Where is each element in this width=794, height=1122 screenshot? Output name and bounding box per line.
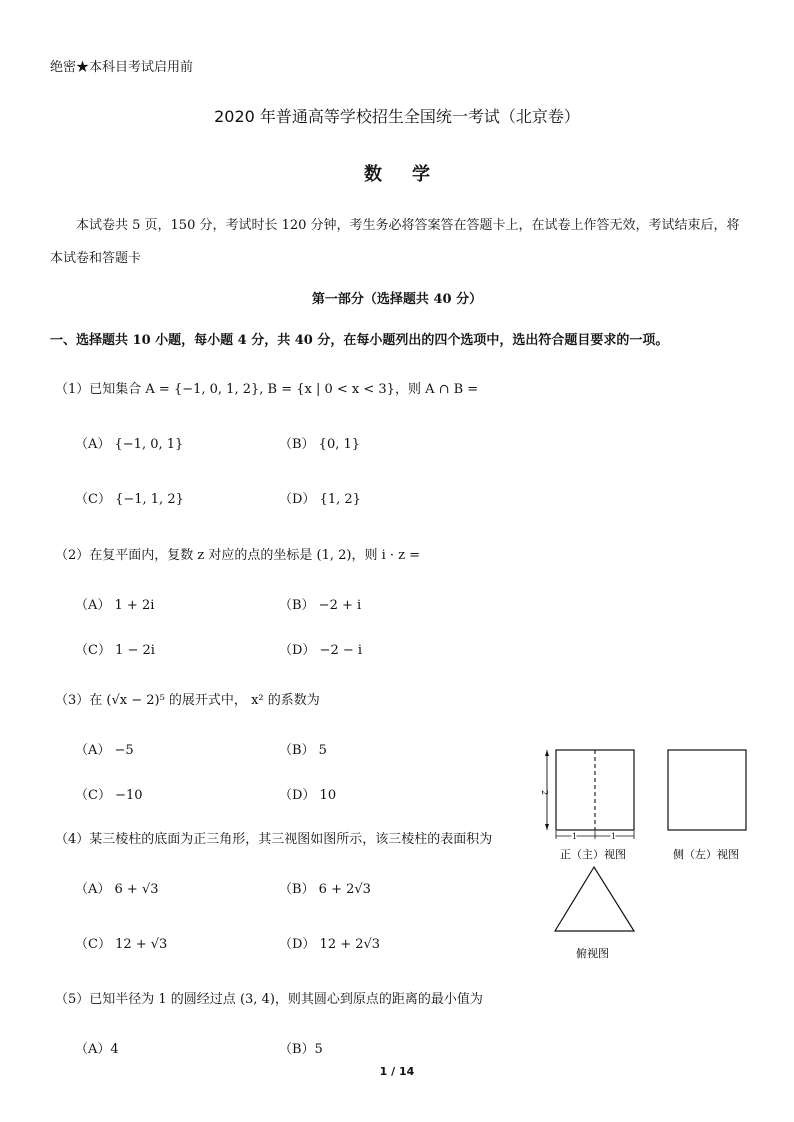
side-view-caption: 侧（左）视图 [673, 848, 739, 861]
top-view-caption: 俯视图 [576, 947, 609, 960]
question-3-option-d: （D） 10 [279, 788, 337, 803]
question-5-option-b: （B）5 [279, 1042, 323, 1057]
part-heading: 第一部分（选择题共 40 分） [311, 292, 483, 307]
width-label-left: 1 [572, 832, 578, 841]
top-view [555, 867, 634, 931]
exam-instructions: 本试卷共 5 页，150 分，考试时长 120 分钟，考生务必将答案答在答题卡上，在试卷上作答无效，考试结束后，将本试卷和答题卡 [50, 218, 740, 266]
question-4-option-c: （C） 12 + √3 [75, 937, 168, 952]
height-label: 2 [540, 790, 549, 796]
question-2-option-c: （C） 1 − 2i [75, 643, 155, 658]
question-3-option-a: （A） −5 [75, 743, 134, 758]
page-number: 1 / 14 [379, 1065, 415, 1078]
question-3-option-b: （B） 5 [279, 743, 327, 758]
question-2-option-a: （A） 1 + 2i [75, 598, 155, 613]
front-view-caption: 正（主）视图 [560, 848, 626, 861]
question-4-option-b: （B） 6 + 2√3 [279, 882, 371, 897]
three-view-figure [538, 745, 778, 960]
question-1-option-d: （D） {1, 2} [279, 492, 361, 507]
question-1-stem: （1）已知集合 A = {−1, 0, 1, 2}, B = {x | 0 < x < 3}，则 A ∩ B = [55, 382, 479, 397]
question-3-stem: （3）在 (√x − 2)⁵ 的展开式中， x² 的系数为 [55, 693, 320, 708]
width-label-right: 1 [611, 832, 617, 841]
question-5-stem: （5）已知半径为 1 的圆经过点 (3, 4)，则其圆心到原点的距离的最小值为 [55, 992, 483, 1007]
question-4-option-a: （A） 6 + √3 [75, 882, 159, 897]
exam-title: 2020 年普通高等学校招生全国统一考试（北京卷） [214, 107, 580, 126]
question-4-stem: （4）某三棱柱的底面为正三角形，其三视图如图所示，该三棱柱的表面积为 [55, 832, 493, 847]
section-heading: 一、选择题共 10 小题，每小题 4 分，共 40 分，在每小题列出的四个选项中，选出符合题目要求的一项。 [50, 333, 669, 348]
question-5-option-a: （A）4 [75, 1042, 119, 1057]
question-2-option-b: （B） −2 + i [279, 598, 362, 613]
question-2-option-d: （D） −2 − i [279, 643, 363, 658]
side-view [668, 750, 746, 830]
front-view [540, 750, 634, 841]
subject-title: 数学 [364, 164, 460, 185]
question-1-option-b: （B） {0, 1} [279, 437, 361, 452]
question-3-option-c: （C） −10 [75, 788, 143, 803]
question-1-option-a: （A） {−1, 0, 1} [75, 437, 184, 452]
question-1-option-c: （C） {−1, 1, 2} [75, 492, 184, 507]
question-4-option-d: （D） 12 + 2√3 [279, 937, 381, 952]
confidential-notice: 绝密★本科目考试启用前 [50, 60, 194, 75]
question-2-stem: （2）在复平面内，复数 z 对应的点的坐标是 (1, 2)，则 i · z = [55, 548, 421, 563]
